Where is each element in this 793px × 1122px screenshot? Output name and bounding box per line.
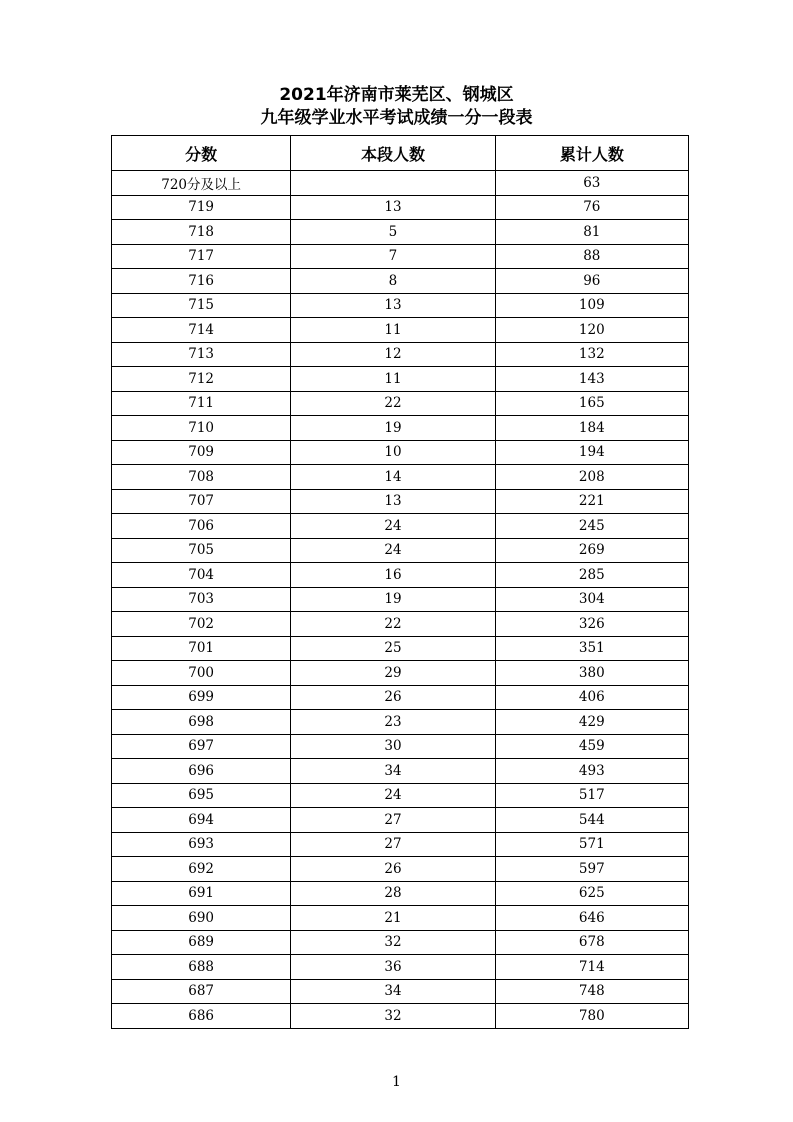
score-cell: 711: [112, 391, 291, 416]
score-cell: 686: [112, 1004, 291, 1029]
cumulative-count-cell: 63: [495, 171, 688, 196]
score-cell: 705: [112, 538, 291, 563]
segment-count-cell: 26: [291, 685, 495, 710]
table-row: [112, 293, 689, 318]
segment-count-cell: 36: [291, 955, 495, 980]
segment-count-cell: 26: [291, 857, 495, 882]
segment-count-cell: 34: [291, 979, 495, 1004]
cumulative-count-cell: 406: [495, 685, 688, 710]
table-row: [112, 734, 689, 759]
segment-count-cell: 25: [291, 636, 495, 661]
cumulative-count-cell: 714: [495, 955, 688, 980]
table-row: [112, 465, 689, 490]
cumulative-count-cell: 326: [495, 612, 688, 637]
segment-count-cell: 24: [291, 783, 495, 808]
score-cell: 702: [112, 612, 291, 637]
table-row: [112, 685, 689, 710]
score-cell: 710: [112, 416, 291, 441]
cumulative-count-cell: 544: [495, 808, 688, 833]
score-cell: 712: [112, 367, 291, 392]
cumulative-count-cell: 88: [495, 244, 688, 269]
table-row: [112, 759, 689, 784]
score-cell: 701: [112, 636, 291, 661]
table-row: [112, 881, 689, 906]
cumulative-count-cell: 351: [495, 636, 688, 661]
segment-count-cell: 32: [291, 930, 495, 955]
score-cell: 713: [112, 342, 291, 367]
table-row: [112, 832, 689, 857]
table-row: [112, 661, 689, 686]
table-header-row: [112, 136, 689, 171]
cumulative-count-cell: 380: [495, 661, 688, 686]
table-row: [112, 563, 689, 588]
segment-count-cell: 34: [291, 759, 495, 784]
table-row: [112, 979, 689, 1004]
cumulative-count-cell: 76: [495, 195, 688, 220]
cumulative-count-cell: 571: [495, 832, 688, 857]
header-segment-count: 本段人数: [291, 136, 495, 171]
table-row: [112, 587, 689, 612]
header-score: 分数: [112, 136, 291, 171]
segment-count-cell: 22: [291, 391, 495, 416]
segment-count-cell: 7: [291, 244, 495, 269]
cumulative-count-cell: 143: [495, 367, 688, 392]
segment-count-cell: 10: [291, 440, 495, 465]
table-row: [112, 367, 689, 392]
segment-count-cell: 24: [291, 538, 495, 563]
cumulative-count-cell: 459: [495, 734, 688, 759]
table-row: [112, 636, 689, 661]
cumulative-count-cell: 748: [495, 979, 688, 1004]
table-row: [112, 171, 689, 196]
score-cell: 715: [112, 293, 291, 318]
cumulative-count-cell: 625: [495, 881, 688, 906]
segment-count-cell: 13: [291, 195, 495, 220]
score-cell: 688: [112, 955, 291, 980]
score-cell: 698: [112, 710, 291, 735]
score-cell: 708: [112, 465, 291, 490]
page-number: 1: [392, 1074, 401, 1090]
cumulative-count-cell: 221: [495, 489, 688, 514]
table-row: [112, 538, 689, 563]
segment-count-cell: 27: [291, 808, 495, 833]
segment-count-cell: 22: [291, 612, 495, 637]
segment-count-cell: 5: [291, 220, 495, 245]
header-cumulative-count: 累计人数: [495, 136, 688, 171]
segment-count-cell: 24: [291, 514, 495, 539]
segment-count-cell: 21: [291, 906, 495, 931]
table-row: [112, 195, 689, 220]
table-row: [112, 612, 689, 637]
score-cell: 694: [112, 808, 291, 833]
score-cell: 689: [112, 930, 291, 955]
score-cell: 696: [112, 759, 291, 784]
table-row: [112, 269, 689, 294]
segment-count-cell: 23: [291, 710, 495, 735]
cumulative-count-cell: 184: [495, 416, 688, 441]
score-cell: 703: [112, 587, 291, 612]
cumulative-count-cell: 493: [495, 759, 688, 784]
segment-count-cell: 11: [291, 367, 495, 392]
segment-count-cell: 32: [291, 1004, 495, 1029]
table-row: [112, 857, 689, 882]
score-distribution-table: [111, 135, 689, 1029]
document-title-line2: 九年级学业水平考试成绩一分一段表: [260, 108, 533, 128]
score-cell: 695: [112, 783, 291, 808]
table-row: [112, 808, 689, 833]
cumulative-count-cell: 678: [495, 930, 688, 955]
segment-count-cell: 8: [291, 269, 495, 294]
cumulative-count-cell: 120: [495, 318, 688, 343]
cumulative-count-cell: 96: [495, 269, 688, 294]
table-body: [112, 171, 689, 1029]
cumulative-count-cell: 269: [495, 538, 688, 563]
table-row: [112, 391, 689, 416]
score-cell: 720分及以上: [112, 171, 291, 196]
segment-count-cell: 19: [291, 416, 495, 441]
segment-count-cell: 28: [291, 881, 495, 906]
table-row: [112, 783, 689, 808]
score-cell: 707: [112, 489, 291, 514]
cumulative-count-cell: 194: [495, 440, 688, 465]
table-row: [112, 342, 689, 367]
cumulative-count-cell: 208: [495, 465, 688, 490]
cumulative-count-cell: 597: [495, 857, 688, 882]
score-cell: 687: [112, 979, 291, 1004]
score-cell: 719: [112, 195, 291, 220]
cumulative-count-cell: 517: [495, 783, 688, 808]
score-cell: 718: [112, 220, 291, 245]
table-row: [112, 416, 689, 441]
score-cell: 699: [112, 685, 291, 710]
table-row: [112, 220, 689, 245]
segment-count-cell: 30: [291, 734, 495, 759]
cumulative-count-cell: 285: [495, 563, 688, 588]
score-cell: 714: [112, 318, 291, 343]
score-cell: 692: [112, 857, 291, 882]
cumulative-count-cell: 245: [495, 514, 688, 539]
score-cell: 697: [112, 734, 291, 759]
segment-count-cell: 29: [291, 661, 495, 686]
cumulative-count-cell: 646: [495, 906, 688, 931]
segment-count-cell: 19: [291, 587, 495, 612]
score-cell: 690: [112, 906, 291, 931]
cumulative-count-cell: 304: [495, 587, 688, 612]
segment-count-cell: 14: [291, 465, 495, 490]
segment-count-cell: 13: [291, 293, 495, 318]
score-cell: 704: [112, 563, 291, 588]
table-row: [112, 930, 689, 955]
cumulative-count-cell: 165: [495, 391, 688, 416]
cumulative-count-cell: 132: [495, 342, 688, 367]
segment-count-cell: 13: [291, 489, 495, 514]
segment-count-cell: 11: [291, 318, 495, 343]
segment-count-cell: 27: [291, 832, 495, 857]
segment-count-cell: 16: [291, 563, 495, 588]
table-row: [112, 440, 689, 465]
segment-count-cell: [291, 171, 495, 196]
score-cell: 706: [112, 514, 291, 539]
document-title-line1: 2021年济南市莱芜区、钢城区: [279, 85, 514, 105]
cumulative-count-cell: 780: [495, 1004, 688, 1029]
score-cell: 709: [112, 440, 291, 465]
table-row: [112, 244, 689, 269]
cumulative-count-cell: 81: [495, 220, 688, 245]
table-row: [112, 514, 689, 539]
score-cell: 691: [112, 881, 291, 906]
table-row: [112, 489, 689, 514]
score-cell: 700: [112, 661, 291, 686]
table-row: [112, 906, 689, 931]
table-row: [112, 710, 689, 735]
cumulative-count-cell: 429: [495, 710, 688, 735]
score-cell: 717: [112, 244, 291, 269]
score-cell: 716: [112, 269, 291, 294]
score-cell: 693: [112, 832, 291, 857]
table-row: [112, 318, 689, 343]
cumulative-count-cell: 109: [495, 293, 688, 318]
table-row: [112, 1004, 689, 1029]
segment-count-cell: 12: [291, 342, 495, 367]
table-row: [112, 955, 689, 980]
